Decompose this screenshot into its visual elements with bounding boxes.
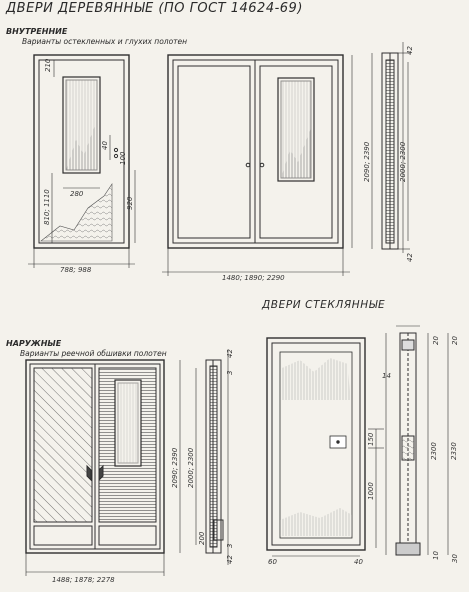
glass-door [267, 338, 384, 556]
glass-dim-20b: 20 [451, 336, 459, 345]
dim-width-single: 788; 988 [60, 266, 92, 274]
glass-dim-150: 150 [367, 432, 375, 446]
dim-profile-top: 42 [406, 46, 414, 55]
glass-dim-14: 14 [382, 372, 391, 380]
dim-lower-810: 810; 1110 [43, 189, 51, 225]
ext-dim-height-leaf: 2000; 2300 [187, 447, 195, 488]
dim-profile-bottom: 42 [406, 253, 414, 262]
glass-door-profile-section [386, 326, 448, 555]
dim-height-leaf: 2000; 2300 [399, 141, 407, 182]
glass-dim-2330: 2330 [450, 442, 458, 460]
dim-step-100: 100 [119, 151, 127, 165]
interior-subtitle: Варианты остекленных и глухих полотен [22, 37, 188, 46]
interior-double-door [162, 55, 352, 276]
ext-dim-bottom-200: 200 [198, 531, 206, 545]
glass-dim-2300: 2300 [430, 442, 438, 460]
dim-lower-920: 920 [126, 196, 134, 210]
ext-dim-profile-top: 42 [226, 349, 234, 358]
glass-dim-1000: 1000 [367, 482, 375, 500]
dim-width-double: 1480; 1890; 2290 [222, 274, 285, 282]
dim-top-offset: 210 [44, 58, 52, 72]
ext-dim-profile-bottom-3: 3 [226, 543, 234, 548]
ext-dim-profile-3: 3 [226, 370, 234, 375]
glass-dim-60: 60 [268, 558, 277, 566]
dim-step-40: 40 [101, 141, 109, 150]
ext-dim-height-total: 2090; 2390 [171, 447, 179, 488]
ext-dim-width: 1488; 1878; 2278 [52, 576, 115, 584]
dim-glass-width: 280 [70, 190, 84, 198]
glass-dim-40: 40 [354, 558, 363, 566]
exterior-double-door [26, 360, 180, 576]
dim-height-total: 2090; 2390 [363, 141, 371, 182]
glass-dim-30: 30 [451, 554, 459, 563]
glass-dim-10: 10 [432, 551, 440, 560]
glass-dim-20a: 20 [432, 336, 440, 345]
glass-doors-heading: ДВЕРИ СТЕКЛЯННЫЕ [262, 299, 386, 311]
ext-dim-profile-bottom-42: 42 [226, 555, 234, 564]
exterior-heading: НАРУЖНЫЕ [6, 339, 62, 348]
page-title: ДВЕРИ ДЕРЕВЯННЫЕ (ПО ГОСТ 14624-69) [6, 1, 303, 16]
exterior-subtitle: Варианты реечной обшивки полотен [20, 349, 167, 358]
interior-heading: ВНУТРЕННИЕ [6, 27, 68, 36]
